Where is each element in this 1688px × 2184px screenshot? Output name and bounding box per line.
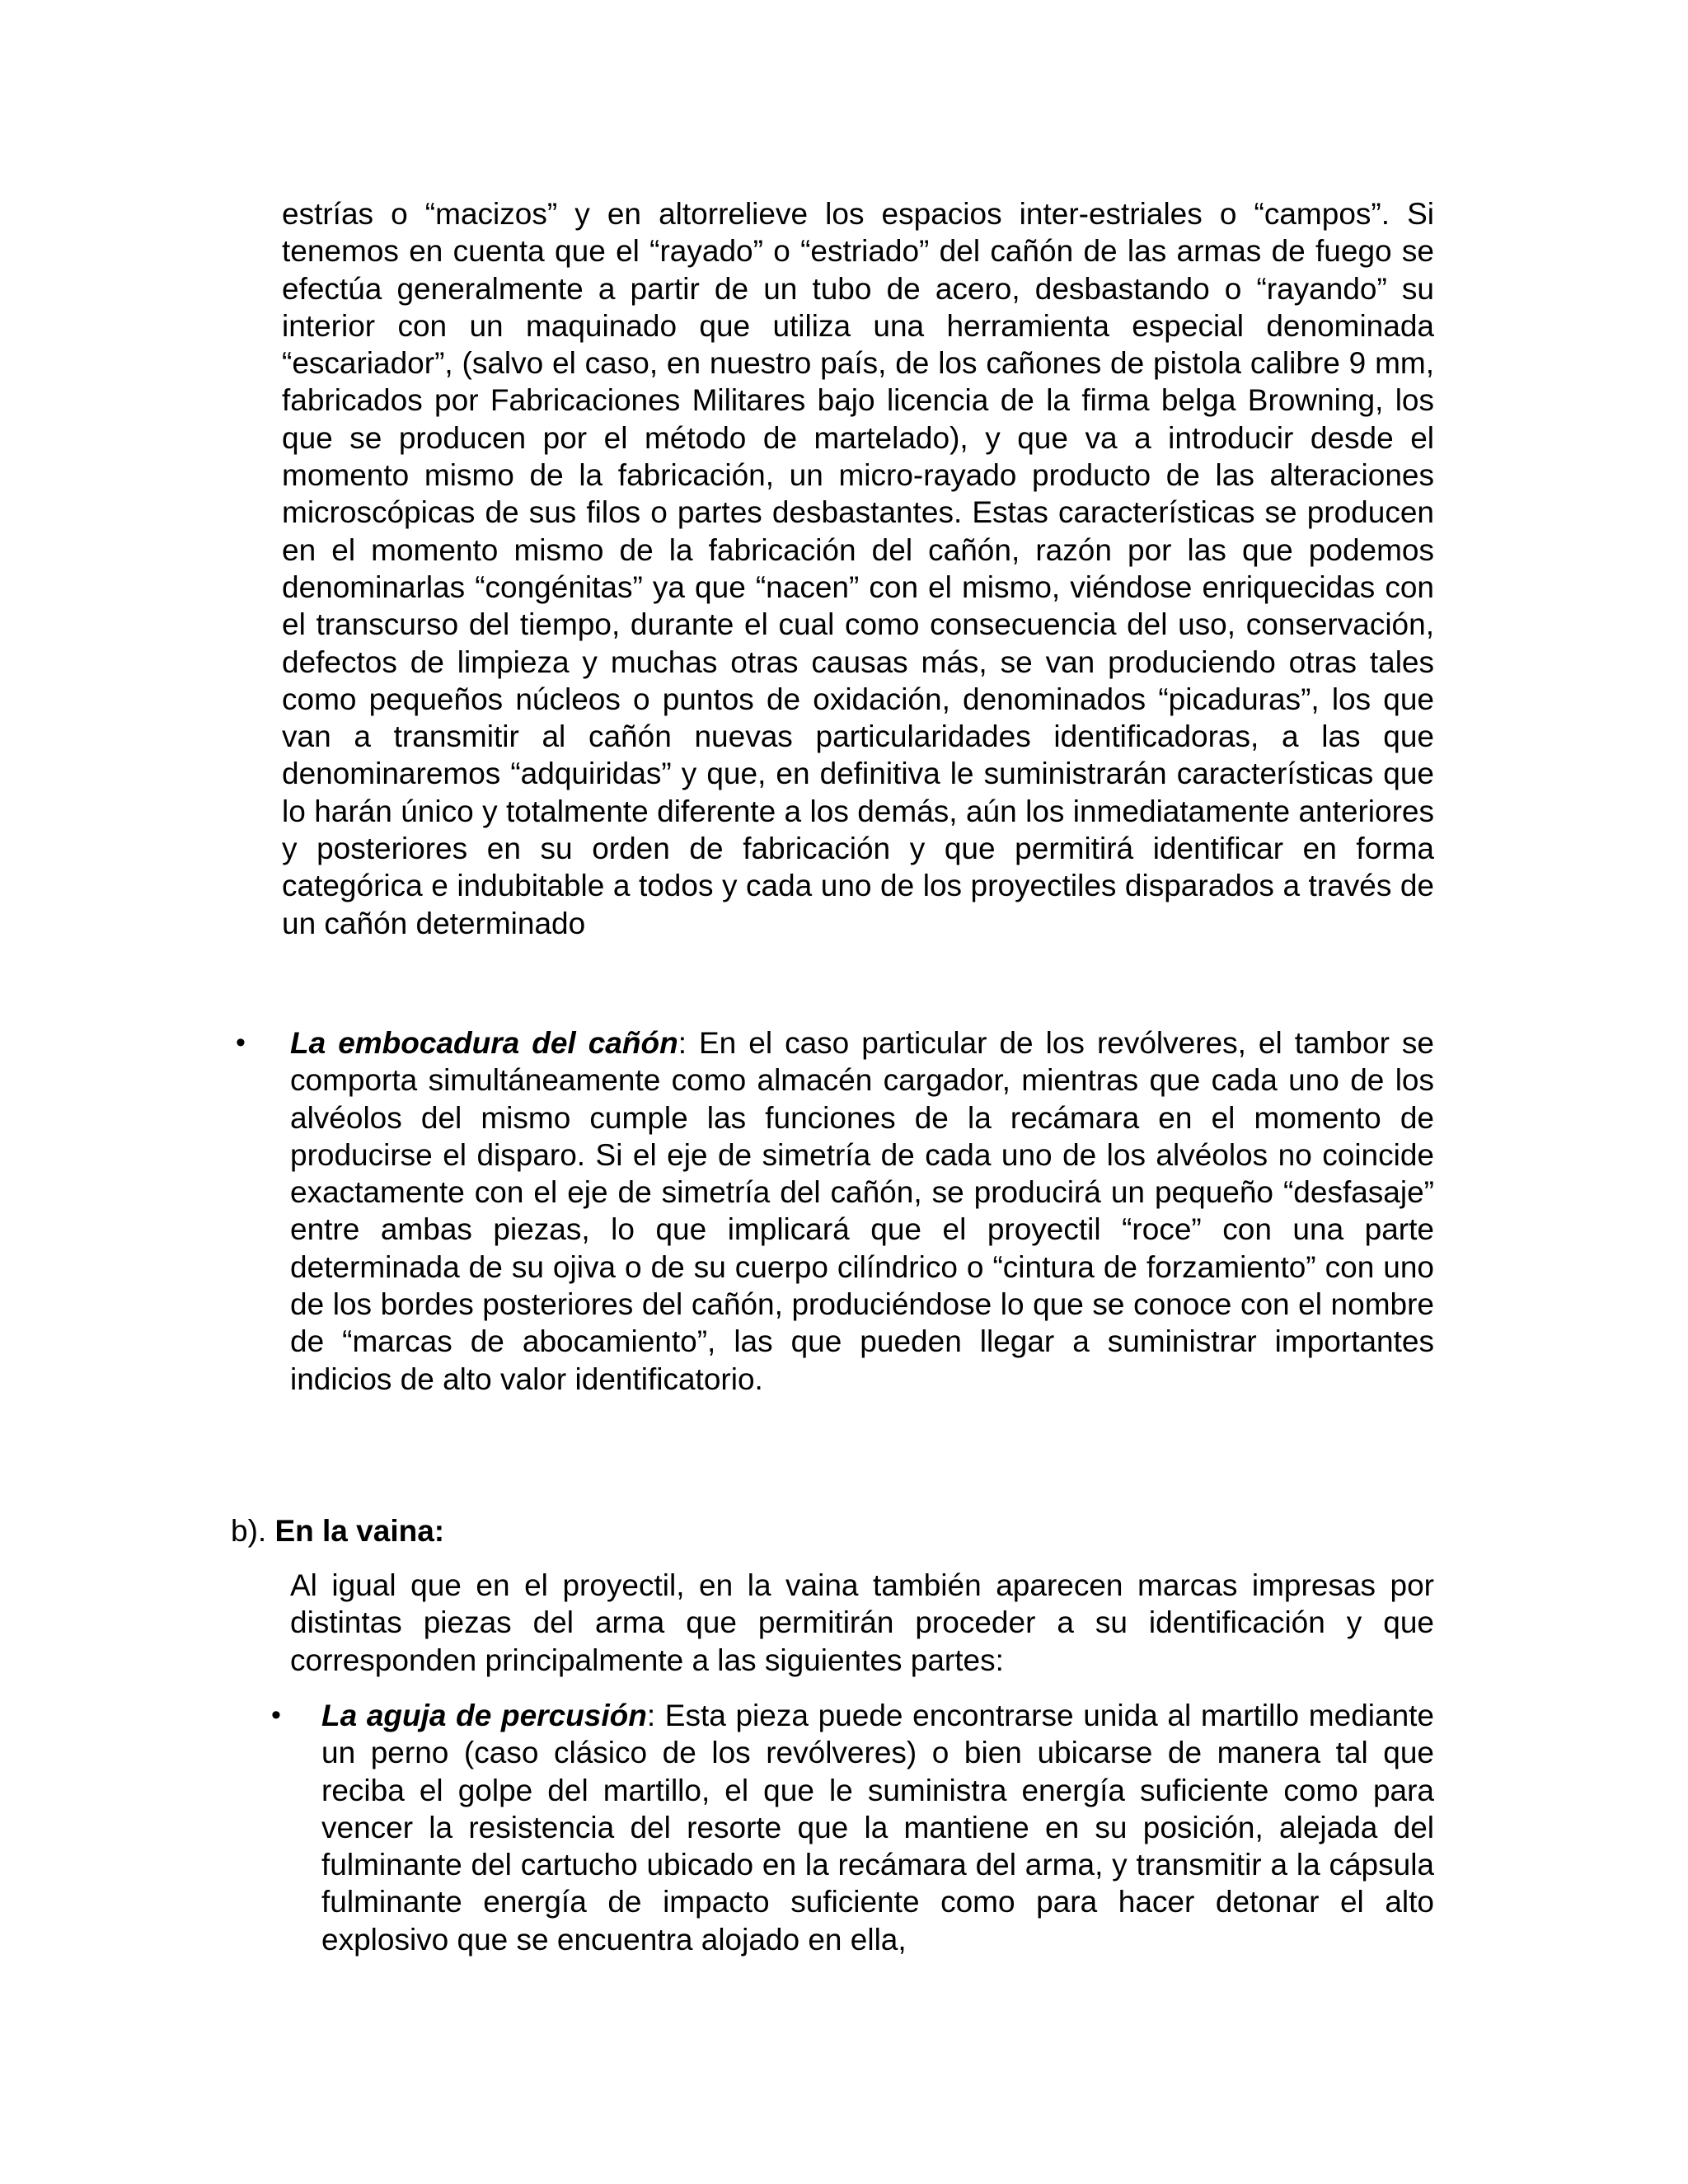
term-separator-aguja: : — [646, 1699, 656, 1732]
term-separator: : — [678, 1026, 687, 1060]
bullet-item-aguja — [321, 1697, 1434, 1958]
bullet-item-embocadura — [290, 1024, 1434, 1398]
section-b-title: En la vaina: — [274, 1514, 445, 1548]
continuation-paragraph: estrías o “macizos” y en altorrelieve los espacios inter-estriales o “campos”. Si tenemos en cuenta que el “rayado” o “estriado” del cañón de las armas de fuego se efectúa generalmente a partir de un tubo de acero, desbastando o “rayando” su interior con un maquinado que utiliza una herramienta especial denominada “escariador”, (salvo el caso, en nuestro país, de los cañones de pistola calibre 9 mm, fabricados por Fabricaciones Militares bajo licencia de la firma belga Browning, los que se producen por el método de martelado), y que va a introducir desde el momento mismo de la fabricación, un micro-rayado producto de las alteraciones microscópicas de sus filos o partes desbastantes. Estas características se producen en el momento mismo de la fabricación del cañón, razón por las que podemos denominarlas “congénitas” ya que “nacen” con el mismo, viéndose enriquecidas con el transcurso del tiempo, durante el cual como consecuencia del uso, conservación, defectos de limpieza y muchas otras causas más, se van produciendo otras tales como pequeños núcleos o puntos de oxidación, denominados “picaduras”, los que van a transmitir al cañón nuevas particularidades identificadoras, a las que denominaremos “adquiridas” y que, en definitiva le suministrarán características que lo harán único y totalmente diferente a los demás, aún los inmediatamente anteriores y posteriores en su orden de fabricación y que permitirá identificar en forma categórica e indubitable a todos y cada uno de los proyectiles disparados a través de un cañón determinado — [282, 197, 1434, 940]
embocadura-text: En el caso particular de los revólveres, el tambor se comporta simultáneamente como almacén cargador, mientras que cada uno de los alvéolos del mismo cumple las funciones de la recámara en el momento de producirse el disparo. Si el eje de simetría de cada uno de los alvéolos no coincide exactamente con el eje de simetría del cañón, se producirá un pequeño “desfasaje” entre ambas piezas, lo que implicará que el proyectil “roce” con una parte determinada de su ojiva o de su cuerpo cilíndrico o “cintura de forzamiento” con uno de los bordes posteriores del cañón, produciéndose lo que se conoce con el nombre de “marcas de abocamiento”, las que pueden llegar a suministrar importantes indicios de alto valor identificatorio. — [290, 1026, 1435, 1396]
section-b-intro: Al igual que en el proyectil, en la vaina también aparecen marcas impresas por distintas piezas del arma que permitirán proceder a su identificación y que corresponden principalmente a las siguientes partes: — [290, 1568, 1434, 1677]
term-embocadura: La embocadura del cañón — [290, 1026, 678, 1060]
bullet-marker-embocadura: • — [236, 1027, 246, 1058]
term-aguja: La aguja de percusión — [321, 1699, 647, 1732]
section-b-heading — [231, 1512, 444, 1549]
section-b-label: b). — [231, 1514, 267, 1548]
bullet-marker-aguja: • — [271, 1699, 281, 1731]
aguja-text: Esta pieza puede encontrarse unida al martillo mediante un perno (caso clásico de los revólveres) o bien ubicarse de manera tal que reciba el golpe del martillo, el que le suministra energía suficiente como para vencer la resistencia del resorte que la mantiene en su posición, alejada del fulminante del cartucho ubicado en la recámara del arma, y transmitir a la cápsula fulminante energía de impacto suficiente como para hacer detonar el alto explosivo que se encuentra alojado en ella, — [321, 1699, 1435, 1957]
